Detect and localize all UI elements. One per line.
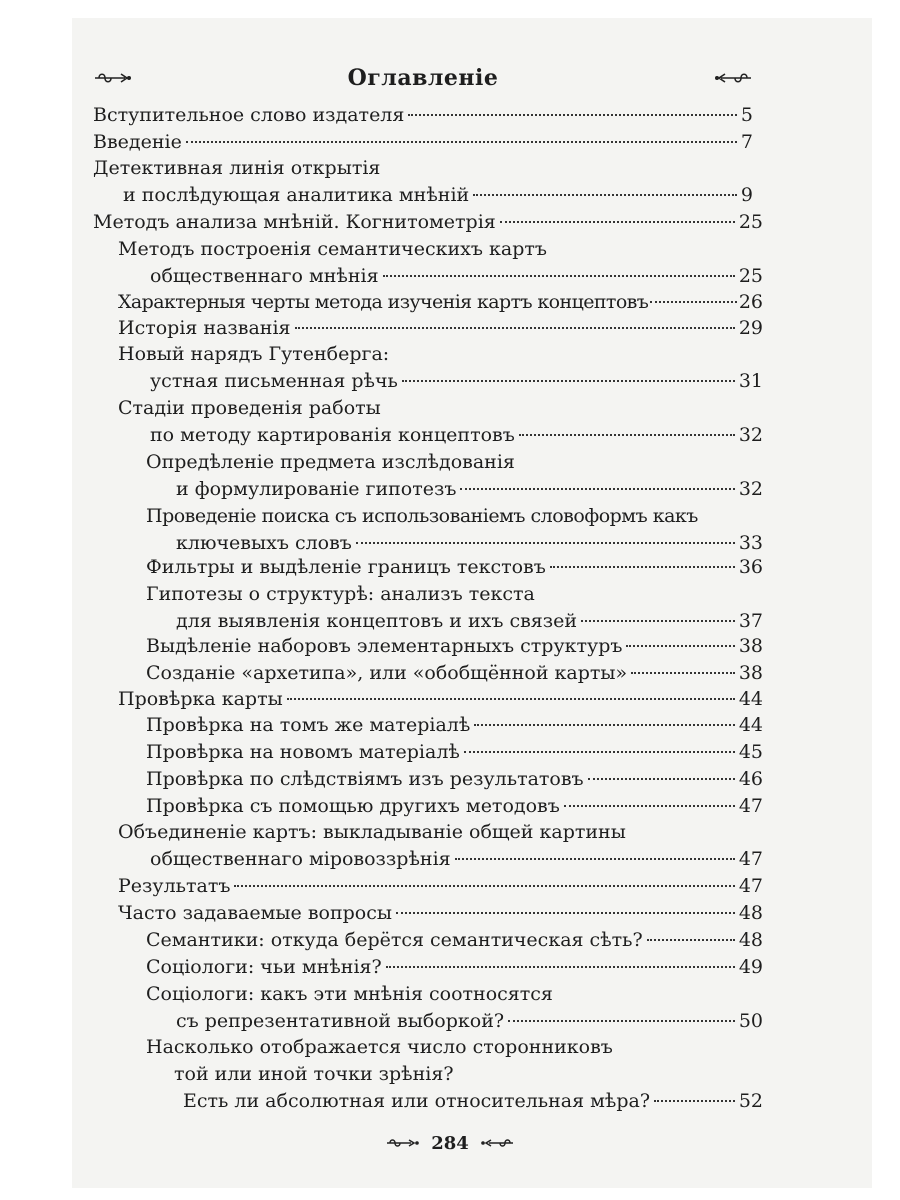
toc-entry-title: Детективная линія открытія (93, 157, 381, 179)
toc-entry-title: Соціологи: чьи мнѣнія? (146, 956, 382, 978)
toc-entry (118, 687, 763, 715)
toc-entry-page: 48 (738, 929, 763, 951)
ornament-left-icon (93, 68, 133, 88)
toc-entry (118, 237, 763, 293)
toc-entry-page: 52 (738, 1090, 763, 1112)
toc-entry (118, 901, 763, 929)
toc-entry-title: Фильтры и выдѣленіе границъ текстовъ (146, 556, 546, 578)
toc-entry-title: Часто задаваемые вопросы (118, 902, 392, 924)
dot-leader (631, 672, 735, 674)
toc-entry-title-cont: и формулированіе гипотезъ (176, 478, 457, 500)
toc-entry-title: Провѣрка по слѣдствіямъ изъ результатовъ (146, 768, 584, 790)
toc-entry-title: Объединеніе картъ: выкладываніе общей картины (118, 821, 626, 843)
toc-entry-title-cont: и послѣдующая аналитика мнѣній (123, 184, 470, 206)
toc-entry (146, 982, 763, 1038)
toc-header (93, 62, 753, 94)
toc-entry-page: 7 (740, 131, 753, 153)
toc-entry-page: 38 (738, 635, 763, 657)
toc-entry (93, 130, 753, 158)
toc-entry-page: 33 (738, 532, 763, 554)
toc-entry-title: Насколько отображается число сторонниковъ (146, 1036, 613, 1058)
toc-entry-page: 47 (738, 875, 763, 897)
dot-leader (519, 434, 735, 436)
toc-entry-page: 25 (738, 265, 763, 287)
toc-entry (93, 156, 753, 212)
toc-entry (118, 874, 763, 902)
toc-entry-title: Стадіи проведенія работы (118, 397, 381, 419)
toc-entry-title-cont: ключевыхъ словъ (176, 532, 352, 554)
toc-entry-title-cont: для выявленія концептовъ и ихъ связей (176, 610, 578, 632)
toc-entry-title: Проведеніе поиска съ использованіемъ словоформъ какъ (146, 505, 698, 527)
toc-entry-page: 46 (738, 768, 763, 790)
dot-leader (408, 114, 737, 116)
dot-leader (588, 778, 735, 780)
toc-entry-title: Вступительное слово издателя (93, 104, 405, 126)
toc-entry-title-cont: общественнаго мнѣнія (150, 265, 379, 287)
toc-entry (118, 316, 763, 344)
toc-entry-title: Введеніе (93, 131, 182, 153)
dot-leader (508, 1020, 735, 1022)
toc-entry (146, 713, 763, 741)
toc-entry (118, 342, 763, 398)
dot-leader (295, 327, 735, 329)
dot-leader (234, 885, 734, 887)
ornament-right-icon (713, 68, 753, 88)
dot-leader (654, 1100, 735, 1102)
toc-entry-title: Провѣрка съ помощью другихъ методовъ (146, 795, 560, 817)
toc-entry-page: 29 (738, 317, 763, 339)
toc-entry-title: Есть ли абсолютная или относительная мѣра? (183, 1090, 651, 1112)
toc-entry-title-cont: съ репрезентативной выборкой? (176, 1010, 505, 1032)
dot-leader (356, 542, 735, 544)
toc-entry-title: Провѣрка на новомъ матеріалѣ (146, 741, 460, 763)
toc-entry (118, 290, 763, 318)
toc-entry-page: 32 (738, 424, 763, 446)
toc-entry-title: Провѣрка карты (118, 688, 283, 710)
toc-entry-page: 49 (738, 956, 763, 978)
toc-entry (146, 634, 763, 662)
toc-entry-title: Соціологи: какъ эти мнѣнія соотносятся (146, 983, 553, 1005)
toc-entry-page: 32 (738, 478, 763, 500)
dot-leader (474, 724, 734, 726)
toc-entry-page: 47 (738, 848, 763, 870)
toc-entry-page: 38 (738, 662, 763, 684)
page-footer (350, 1128, 550, 1158)
dot-leader (386, 966, 735, 968)
toc-entry-title-cont: устная письменная рѣчь (150, 370, 398, 392)
toc-entry-title: Результатъ (118, 875, 231, 897)
dot-leader (500, 221, 735, 223)
toc-entry-title: Семантики: откуда берётся семантическая сѣть? (146, 929, 643, 951)
toc-entry-title: Методъ построенія семантическихъ картъ (118, 238, 547, 260)
dot-leader (402, 380, 735, 382)
toc-entry (93, 103, 753, 131)
toc-entry-page: 25 (738, 211, 763, 233)
toc-entry-title-cont: общественнаго міровоззрѣнія (150, 848, 451, 870)
toc-entry (146, 794, 763, 822)
toc-entry (146, 450, 763, 506)
toc-entry-title: Гипотезы о структурѣ: анализъ текста (146, 583, 535, 605)
toc-entry (146, 582, 763, 638)
toc-entry (118, 820, 763, 876)
ornament-left-icon (385, 1136, 421, 1150)
dot-leader (647, 939, 735, 941)
toc-entry-page: 26 (738, 291, 763, 313)
dot-leader (383, 275, 735, 277)
dot-leader (186, 141, 737, 143)
toc-entry-page: 44 (738, 688, 763, 710)
toc-entry (146, 504, 763, 560)
toc-entry (146, 555, 763, 583)
toc-entry-page: 50 (738, 1010, 763, 1032)
toc-entry-page: 5 (740, 104, 753, 126)
toc-entry (146, 740, 763, 768)
toc-entry-title: Провѣрка на томъ же матеріалѣ (146, 714, 471, 736)
toc-entry (146, 661, 763, 689)
dot-leader (473, 194, 737, 196)
dot-leader (564, 805, 735, 807)
toc-entry-title: Характерныя черты метода изученія картъ концептовъ (118, 291, 649, 313)
toc-entry-page: 45 (738, 741, 763, 763)
dot-leader (550, 566, 735, 568)
toc-entry-page: 36 (738, 556, 763, 578)
dot-leader (581, 620, 735, 622)
dot-leader (455, 858, 735, 860)
dot-leader (460, 488, 734, 490)
toc-entry-title: Выдѣленіе наборовъ элементарныхъ структуръ (146, 635, 623, 657)
page-number: 284 (431, 1132, 469, 1154)
dot-leader (287, 698, 735, 700)
dot-leader (650, 301, 737, 303)
toc-entry-title: Исторія названія (118, 317, 291, 339)
toc-entry-title: Новый нарядъ Гутенберга: (118, 343, 390, 365)
page-title: Оглавленіе (347, 65, 499, 91)
toc-entry-title-cont: по методу картированія концептовъ (150, 424, 515, 446)
toc-entry (146, 767, 763, 795)
toc-entry-page: 37 (738, 610, 763, 632)
toc-entry-title: Опредѣленіе предмета изслѣдованія (146, 451, 515, 473)
toc-entry-page: 31 (738, 370, 763, 392)
toc-entry (146, 1035, 763, 1091)
toc-entry (93, 210, 763, 238)
toc-entry (146, 955, 763, 983)
dot-leader (626, 645, 734, 647)
toc-entry-title: Созданіе «архетипа», или «обобщённой карты» (146, 662, 628, 684)
toc-entry-title: Методъ анализа мнѣній. Когнитометрія (93, 211, 496, 233)
toc-entry-title-cont: той или иной точки зрѣнія? (174, 1063, 454, 1085)
toc-entry (146, 928, 763, 956)
dot-leader (464, 751, 735, 753)
dot-leader (396, 912, 735, 914)
ornament-right-icon (479, 1136, 515, 1150)
toc-entry-page: 47 (738, 795, 763, 817)
toc-entry-page: 9 (740, 184, 753, 206)
toc-entry-page: 48 (738, 902, 763, 924)
toc-entry (118, 396, 763, 452)
toc-entry-page: 44 (738, 714, 763, 736)
toc-entry (183, 1089, 763, 1117)
